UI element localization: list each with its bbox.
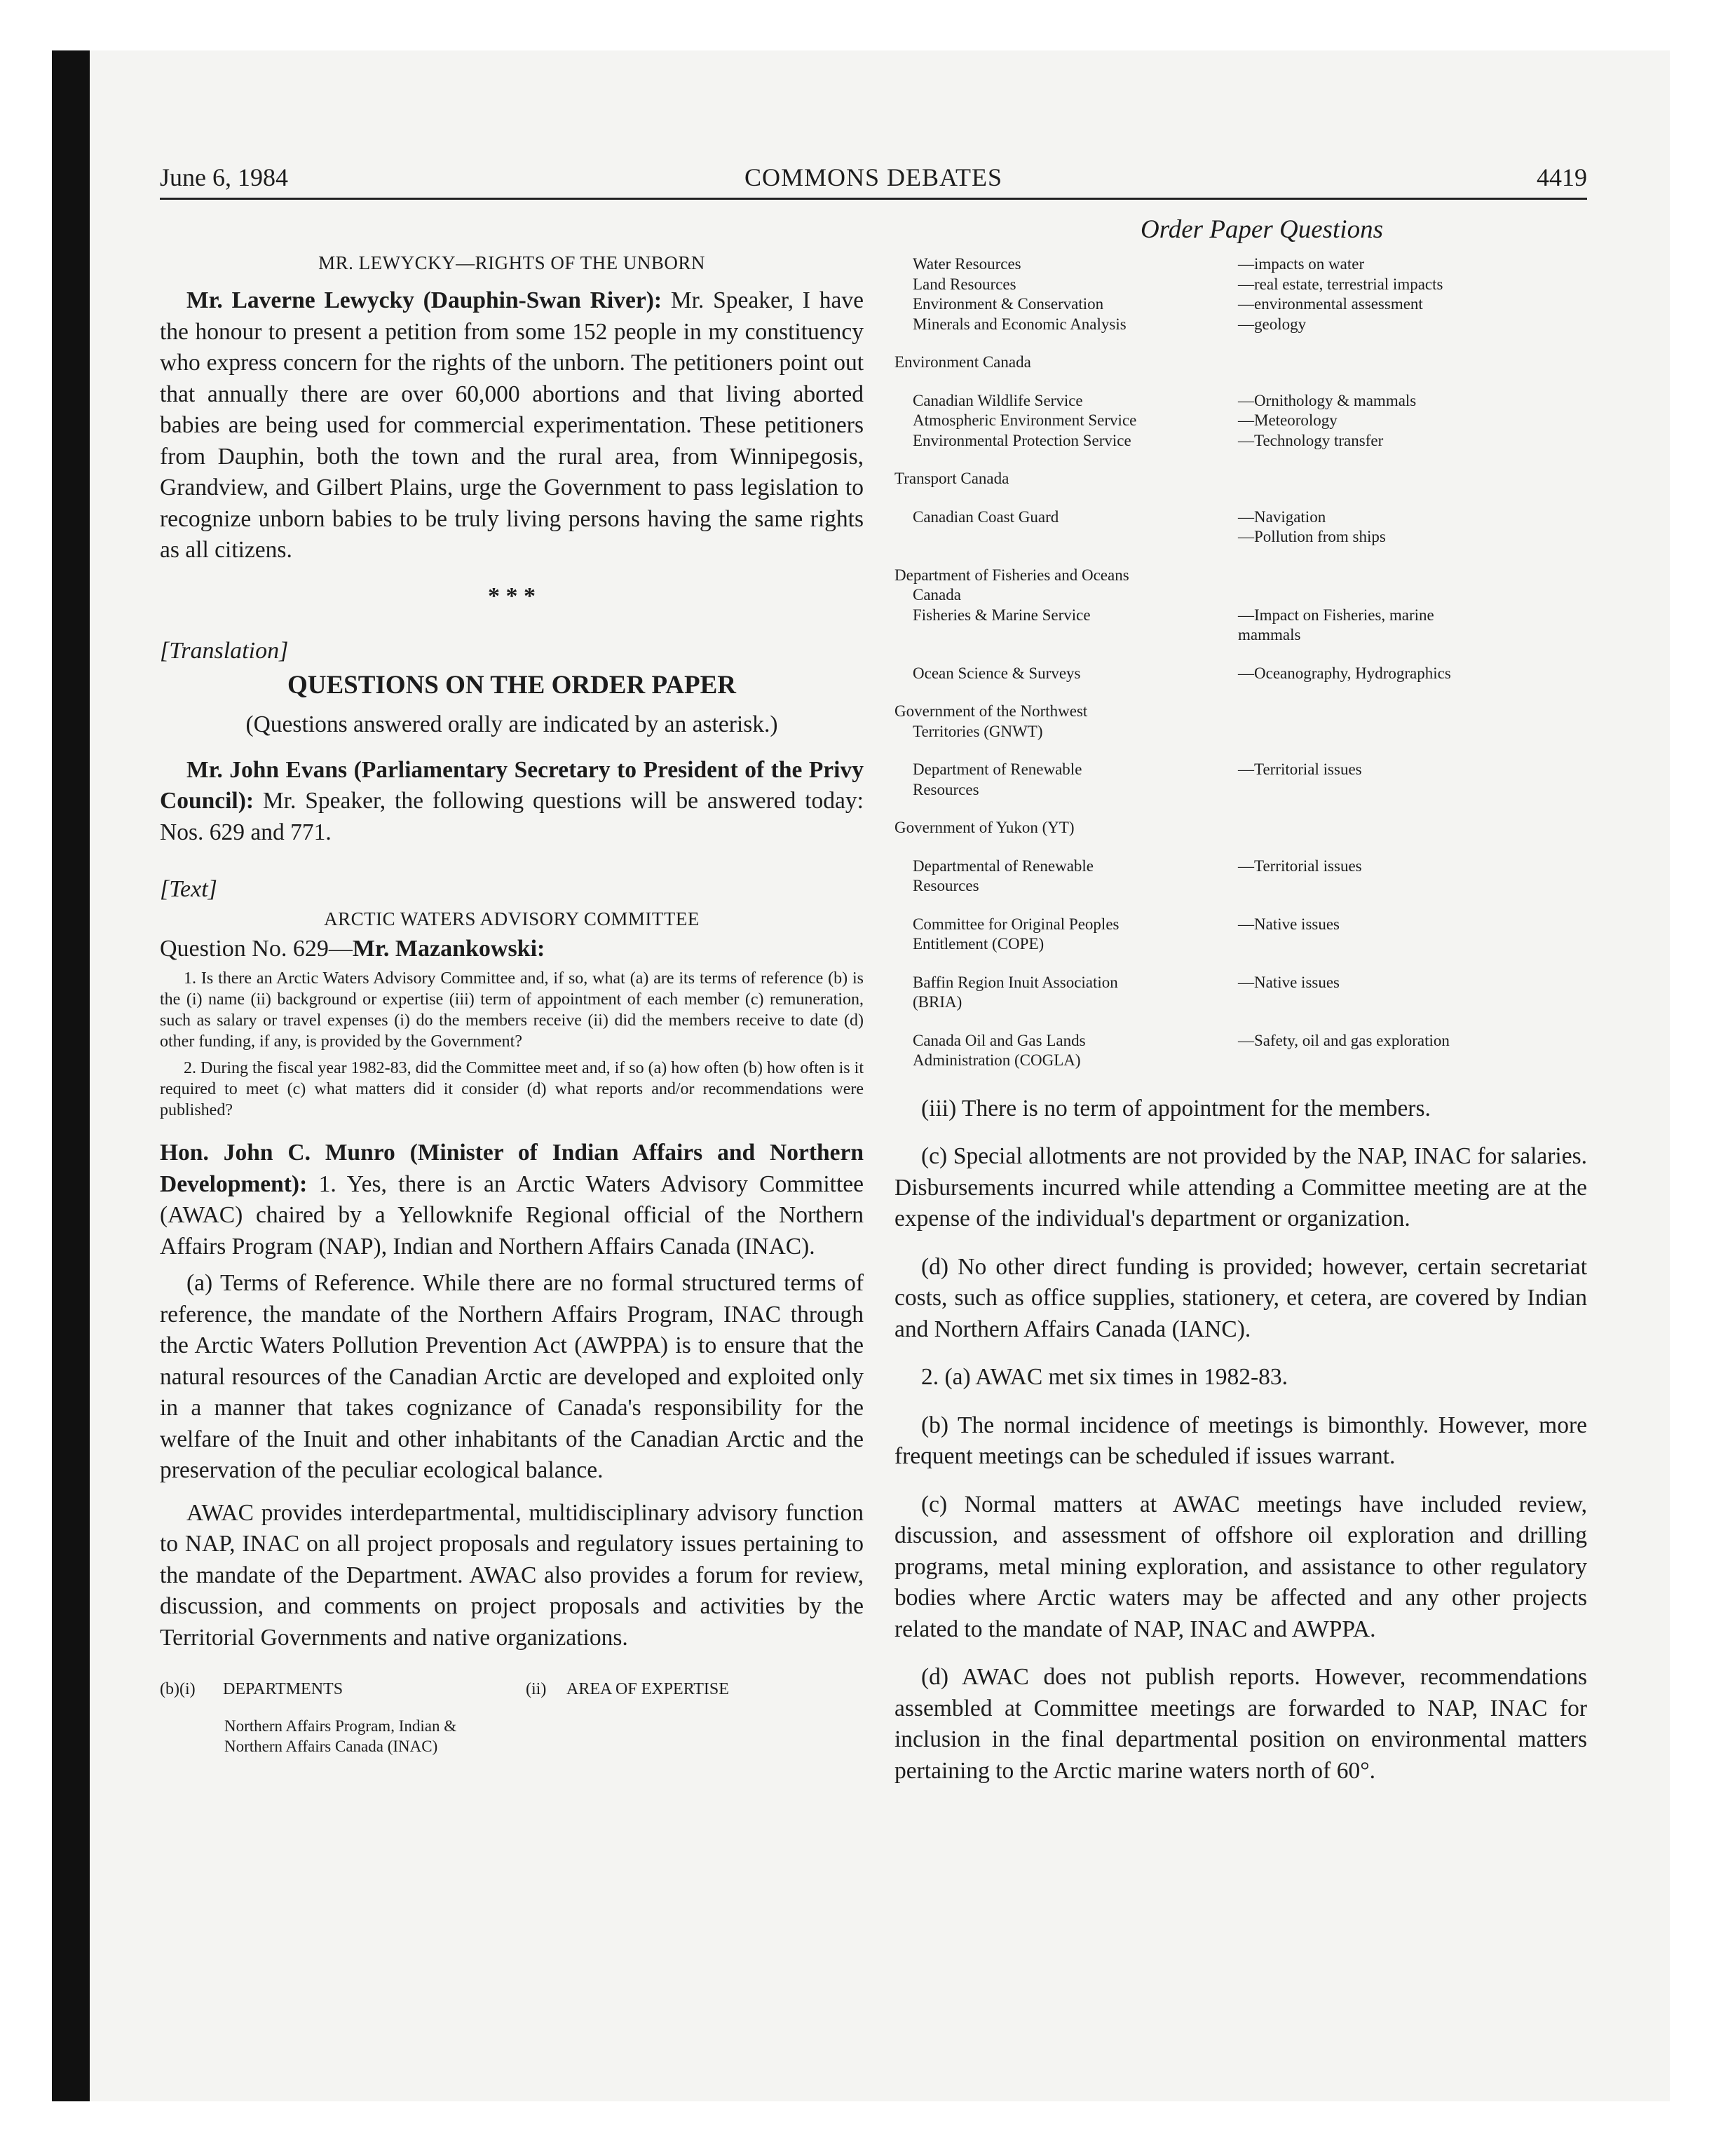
funding-paragraph: (d) No other direct funding is provided; however, certain secretariat costs, such as office supplies, stationery, et cetera, are covered by Indian and Northern Affairs Canada (IANC). — [894, 1253, 1587, 1342]
department-cell — [894, 625, 1238, 646]
reports-paragraph: (d) AWAC does not publish reports. However, recommendations assembled at Committee meetings are forwarded to NAP, INAC for inclusion in the final departmental position on environmental matters pertaining to the Arctic marine waters north of 60°. — [894, 1664, 1587, 1784]
meeting-frequency-paragraph: (b) The normal incidence of meetings is bimonthly. However, more frequent meetings can be scheduled if issues warrant. — [894, 1412, 1587, 1469]
table-row — [894, 664, 1587, 684]
right-column — [894, 217, 1587, 1787]
order-paper-questions-title: Order Paper Questions — [1141, 215, 1383, 244]
departments-table-header — [160, 1680, 864, 1699]
table-row — [894, 722, 1587, 742]
header-date: June 6, 1984 — [160, 163, 288, 191]
munro-speaker: Hon. John C. Munro (Minister of Indian Affairs and Northern Development): — [160, 1140, 864, 1197]
table-row — [894, 857, 1587, 877]
text-tag: [Text] — [160, 876, 217, 902]
table-row — [894, 391, 1587, 411]
petition-paragraph — [160, 285, 864, 566]
table-row — [894, 1031, 1587, 1051]
dept-label-departments: DEPARTMENTS — [223, 1680, 343, 1698]
term-of-appointment-paragraph: (iii) There is no term of appointment for the members. — [921, 1095, 1431, 1121]
table-row — [894, 315, 1587, 335]
table-row — [894, 606, 1587, 626]
question-part-2: 2. During the fiscal year 1982-83, did the Committee meet and, if so (a) how often (b) how often is it required to meet (c) what matters did it consider (d) what reports and/or recommendations were published? — [160, 1059, 864, 1119]
department-cell: Administration (COGLA) — [913, 1051, 1081, 1069]
expertise-cell: —Pollution from ships — [1238, 528, 1386, 545]
department-cell: Water Resources — [913, 255, 1021, 273]
department-cell: Committee for Original Peoples — [913, 915, 1120, 933]
department-cell: Environment Canada — [894, 353, 1031, 371]
department-cell: Department of Renewable — [913, 760, 1082, 778]
table-row — [894, 876, 1587, 896]
question-line — [160, 936, 864, 962]
department-cell: Baffin Region Inuit Association — [913, 973, 1118, 991]
department-cell: (BRIA) — [913, 993, 962, 1011]
department-cell: Resources — [913, 780, 979, 798]
table-row — [894, 585, 1587, 606]
petition-text: Mr. Speaker, I have the honour to present a petition from some 152 people in my constituency who express concern for the rights of the unborn. The petitioners point out that annually there are over 60,000 abortions and that living aborted babies are being used for commercial experimentation. These petitioners from Dauphin, both the town and the rural area, from Winnipegosis, Grandview, and Gilbert Plains, urge the Government to pass legislation to recognize unborn babies to be truly living persons having the same rights as all citizens. — [160, 287, 864, 563]
department-cell: Entitlement (COPE) — [913, 935, 1045, 953]
department-cell: Department of Fisheries and Oceans — [894, 566, 1129, 584]
expertise-cell — [1238, 934, 1587, 955]
dept-first-entry — [160, 1716, 864, 1756]
munro-paragraph — [160, 1138, 864, 1262]
department-cell: Canadian Wildlife Service — [913, 391, 1083, 409]
expertise-cell — [1238, 818, 1587, 838]
section-asterisks: * * * — [488, 582, 536, 609]
expertise-cell: —Navigation — [1238, 507, 1326, 526]
expertise-cell — [1238, 722, 1587, 742]
qop-note: (Questions answered orally are indicated by an asterisk.) — [245, 711, 778, 737]
qop-heading: QUESTIONS ON THE ORDER PAPER — [287, 670, 737, 700]
terms-of-reference-paragraph: (a) Terms of Reference. While there are no formal structured terms of reference, the mandate of the Northern Affairs Program, INAC through the Arctic Waters Pollution Prevention Act (AWPPA) is to ensure that the natural resources of the Canadian Arctic are developed and exploited only in a manner that takes cognizance of Canada's responsibility for the welfare of the Inuit and other inhabitants of the Canadian Arctic and the preservation of the peculiar ecological balance. — [160, 1270, 864, 1483]
question-number: Question No. 629— — [160, 936, 353, 962]
binding-edge — [52, 50, 90, 2101]
expertise-cell: —environmental assessment — [1238, 295, 1423, 313]
expertise-cell — [1238, 1051, 1587, 1071]
table-row — [894, 780, 1587, 800]
expertise-cell: —Impact on Fisheries, marine — [1238, 606, 1434, 624]
department-cell: Ocean Science & Surveys — [913, 664, 1081, 682]
table-row — [894, 469, 1587, 489]
table-row — [894, 1051, 1587, 1071]
expertise-cell: —real estate, terrestrial impacts — [1238, 275, 1443, 293]
department-cell: Resources — [913, 877, 979, 894]
expertise-cell: —Native issues — [1238, 915, 1340, 933]
table-row — [894, 625, 1587, 646]
department-cell: Departmental of Renewable — [913, 857, 1094, 875]
expertise-cell: mammals — [1238, 626, 1301, 643]
expertise-cell: —geology — [1238, 315, 1307, 333]
question-member: Mr. Mazankowski: — [352, 936, 545, 962]
table-row — [894, 818, 1587, 838]
table-row — [894, 431, 1587, 451]
table-row — [894, 973, 1587, 993]
department-cell: Minerals and Economic Analysis — [913, 315, 1127, 333]
expertise-cell — [1238, 469, 1587, 489]
header-rule — [160, 198, 1587, 200]
petition-heading: MR. LEWYCKY—RIGHTS OF THE UNBORN — [318, 252, 705, 273]
expertise-cell: —Ornithology & mammals — [1238, 391, 1417, 409]
department-cell: Territories (GNWT) — [913, 722, 1043, 740]
department-cell: Fisheries & Marine Service — [913, 606, 1091, 624]
department-cell: Canadian Coast Guard — [913, 507, 1059, 526]
header-title: COMMONS DEBATES — [744, 163, 1003, 191]
expertise-cell: —Territorial issues — [1238, 857, 1362, 875]
page-number: 4419 — [1537, 163, 1587, 191]
departments-table — [894, 254, 1587, 1071]
expertise-cell — [1238, 992, 1587, 1013]
munro-text: 1. Yes, there is an Arctic Waters Advisory Committee (AWAC) chaired by a Yellowknife Regional official of the Northern Affairs Program (NAP), Indian and Northern Affairs Canada (INAC). — [160, 1171, 864, 1260]
expertise-cell — [1238, 780, 1587, 800]
expertise-cell: —Native issues — [1238, 973, 1340, 991]
table-row — [894, 254, 1587, 275]
expertise-cell — [1238, 876, 1587, 896]
expertise-cell: —impacts on water — [1238, 255, 1365, 273]
department-cell: Environment & Conservation — [913, 295, 1104, 313]
dept-label-ii: (ii) — [526, 1680, 547, 1698]
expertise-cell — [1238, 585, 1587, 606]
table-row — [894, 934, 1587, 955]
department-cell: Government of the Northwest — [894, 702, 1088, 720]
dept-label-expertise: AREA OF EXPERTISE — [566, 1680, 729, 1698]
table-row — [894, 353, 1587, 373]
evans-text: Mr. Speaker, the following questions will be answered today: Nos. 629 and 771. — [160, 788, 864, 845]
expertise-cell: —Oceanography, Hydrographics — [1238, 664, 1451, 682]
expertise-cell — [1238, 566, 1587, 586]
department-cell: Canada Oil and Gas Lands — [913, 1031, 1086, 1049]
table-row — [894, 760, 1587, 780]
awac-heading: ARCTIC WATERS ADVISORY COMMITTEE — [324, 908, 700, 929]
table-row — [894, 411, 1587, 431]
awac-function-paragraph: AWAC provides interdepartmental, multidisciplinary advisory function to NAP, INAC on all project proposals and regulatory issues pertaining to the mandate of the Department. AWAC also provides a forum for review, discussion, and comments on project proposals and activities by the Territorial Governments and native organizations. — [160, 1499, 864, 1651]
dept-first-line-1: Northern Affairs Program, Indian & — [224, 1717, 457, 1735]
table-row — [894, 702, 1587, 722]
department-cell: Transport Canada — [894, 470, 1009, 487]
table-row — [894, 527, 1587, 547]
petition-speaker: Mr. Laverne Lewycky (Dauphin-Swan River): — [186, 287, 662, 313]
department-cell: Canada — [913, 586, 961, 603]
department-cell — [894, 527, 1238, 547]
department-cell: Land Resources — [913, 275, 1016, 293]
evans-speaker: Mr. John Evans (Parliamentary Secretary to President of the Privy Council): — [160, 756, 864, 814]
department-cell: Government of Yukon (YT) — [894, 819, 1075, 836]
department-cell: Environmental Protection Service — [913, 431, 1131, 449]
expertise-cell: —Safety, oil and gas exploration — [1238, 1031, 1450, 1049]
expertise-cell: —Technology transfer — [1238, 431, 1384, 449]
expertise-cell: —Meteorology — [1238, 411, 1338, 429]
dept-first-line-2: Northern Affairs Canada (INAC) — [224, 1738, 438, 1755]
question-part-1: 1. Is there an Arctic Waters Advisory Committee and, if so, what (a) are its terms of reference (b) is the (i) name (ii) background or expertise (iii) term of appointment of each member (c) remuneration, such as salary or travel expenses (i) do the members receive (ii) did the members receive to date (d) other funding, if any, is provided by the Government? — [160, 969, 864, 1051]
dept-label-b: (b)(i) — [160, 1680, 196, 1698]
department-cell: Atmospheric Environment Service — [913, 411, 1137, 429]
meetings-count-paragraph: 2. (a) AWAC met six times in 1982-83. — [921, 1364, 1288, 1390]
expertise-cell — [1238, 702, 1587, 722]
table-row — [894, 992, 1587, 1013]
table-row — [894, 915, 1587, 935]
expertise-cell: —Territorial issues — [1238, 760, 1362, 778]
table-row — [894, 294, 1587, 315]
table-row — [894, 507, 1587, 528]
evans-paragraph — [160, 755, 864, 849]
table-row — [894, 275, 1587, 295]
translation-tag: [Translation] — [160, 637, 289, 664]
table-row — [894, 566, 1587, 586]
matters-paragraph: (c) Normal matters at AWAC meetings have included review, discussion, and assessment of offshore oil exploration and drilling programs, metal mining exploration, and assistance to other regulatory bodies where Arctic waters may be affected and any other projects related to the mandate of NAP, INAC and AWPPA. — [894, 1491, 1587, 1642]
allotments-paragraph: (c) Special allotments are not provided by the NAP, INAC for salaries. Disbursements incurred while attending a Committee meeting are at the expense of the individual's department or organization. — [894, 1143, 1587, 1231]
left-column — [160, 217, 864, 1756]
expertise-cell — [1238, 353, 1587, 373]
